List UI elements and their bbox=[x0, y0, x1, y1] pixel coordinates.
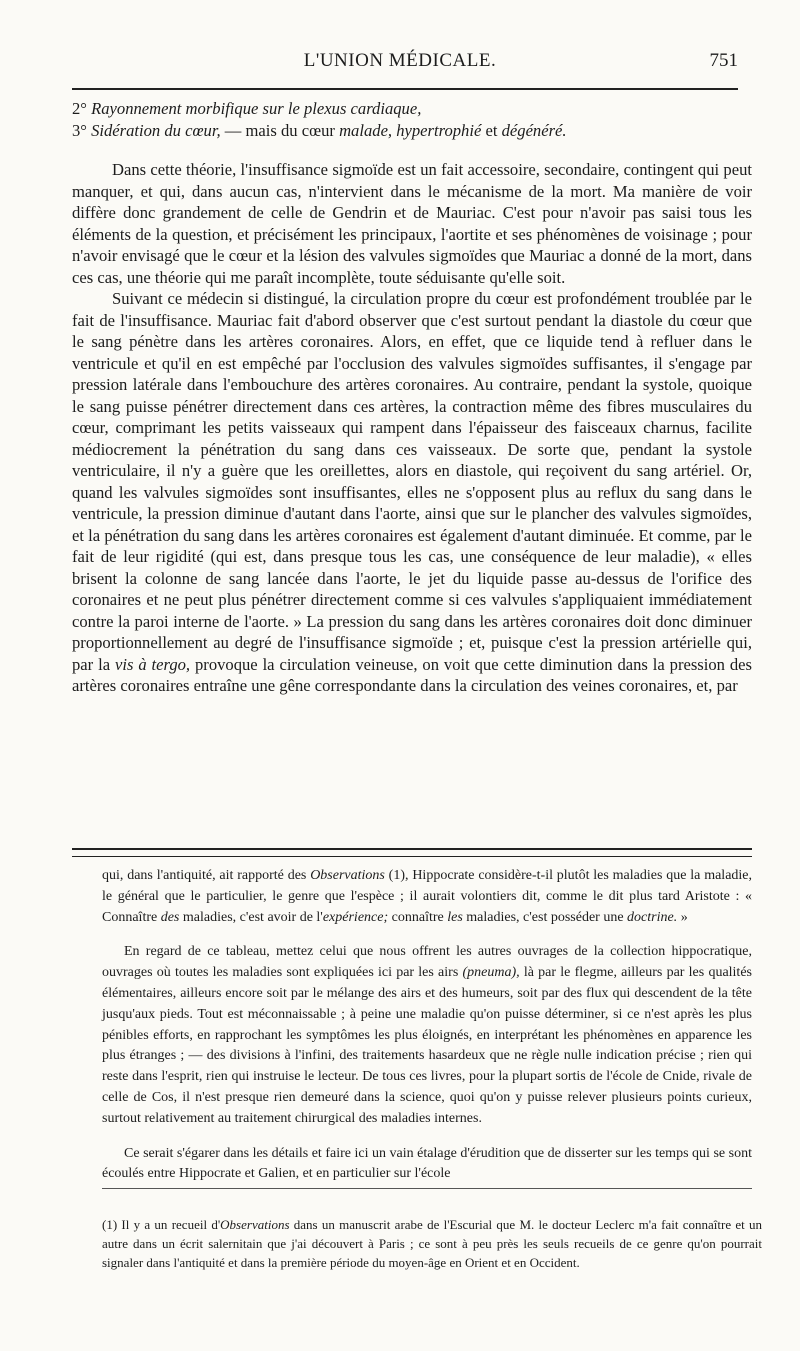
note-paragraph: En regard de ce tableau, mettez celui que nous offrent les autres ouvrages de la collection hippocratique, ouvrages où toutes les maladies sont expliquées ici par les airs (pneuma), là par le flegme, ailleurs par les qualités élémentaires, ailleurs encore soit par le mélange des airs et des humeurs, soit par des flux qui descendent de la tête jusqu'aux pieds. Tout est méconnaissable ; à peine une maladie qu'on puisse déterminer, si ce n'est après les plus pénibles efforts, en rapprochant les symptômes les plus éloignés, en interprétant les phénomènes en apparence les plus étranges ; — des divisions à l'infini, des traitements hasardeux que ne règle nulle indication précise ; rien qui reste dans l'esprit, rien qui instruise le lecteur. De tous ces livres, pour la plupart sortis de l'école de Cnide, rivale de celle de Cos, il n'est presque rien demeuré dans la science, quoi qu'on y puisse relever plusieurs points curieux, surtout relativement au traitement chirurgical des maladies internes. bbox=[102, 944, 752, 1126]
paragraph-text: et, puisque c'est la pression artérielle qui, par la bbox=[72, 633, 752, 674]
footnote-text: (1) Il y a un recueil d'Observations dans un manuscrit arabe de l'Escurial que M. le docteur Leclerc m'a fait connaître et un autre dans un écrit salernitain que j'ai découvert à Paris ; ce sont à peu près les seuls recueils de ce genre qu'on pourrait signaler dans l'antiquité et dans la première période du moyen-âge en Orient et en Occident. bbox=[102, 1217, 762, 1270]
main-text bbox=[72, 98, 752, 697]
list-text: Rayonnement morbifique sur le plexus cardiaque, bbox=[91, 99, 422, 118]
list-number: 3° bbox=[72, 120, 87, 140]
paragraph-text: Suivant ce médecin si distingué, la circulation propre du cœur est profondément troublée par le fait de l'insuffisance. Mauriac fait d'abord observer que c'est surtout pendant la diastole du cœur que le sang pénètre dans les artères coronaires. Alors, en effet, que ce liquide tend à refluer dans le ventricule et qu'il en est empêché par l'occlusion des valvules sigmoïdes suffisantes, il s'engage par pression latérale dans l'embouchure des artères coronaires. Au contraire, pendant la systole, quoique le sang puisse pénétrer directement dans ces artères, la contraction même des fibres musculaires du cœur, comprimant les petits vaisseaux qui rampent dans l'épaisseur des faisceaux charnus, facilite médiocrement la pénétration du sang dans ces vaisseaux. De sorte que, pendant la systole ventriculaire, il n'y a guère que les oreillettes, alors en diastole, qui reçoivent du sang artériel. Or, quand les valvules sigmoïdes sont insuffisantes, elles ne s'opposent plus au reflux du sang dans le ventricule, la pression diminue d'autant dans l'aorte, ainsi que sur le plancher des valvules sigmoïdes, et la pénétration du sang dans les artères coronaires est également d'autant diminuée. Et comme, par le fait de leur rigidité (qui est, dans presque tous les cas, une conséquence de leur maladie), « elles brisent la colonne de sang lancée dans l'aorte, le jet du liquide passe au-dessus de l'orifice des coronaires et ne peut plus pénétrer directement comme si ces valvules s'appliquaient immédiatement contre la paroi interne de l'aorte. » La pression du sang dans les artères coronaires doit donc diminuer proportionnellement au degré de l'insuffisance sigmoïde ; bbox=[72, 289, 752, 652]
list-number: 2° bbox=[72, 99, 87, 118]
note-paragraph: qui, dans l'antiquité, ait rapporté des Observations (1), Hippocrate considère-t-il plutôt les maladies que la maladie, le général que le particulier, le genre que l'espèce ; il aurait volontiers dit, comme le dit plus tard Aristote : « Connaître des maladies, c'est avoir de l'expérience; connaître les maladies, c'est posséder une doctrine. » bbox=[102, 868, 753, 925]
list-item bbox=[72, 98, 752, 120]
page-header bbox=[0, 46, 800, 76]
list-text: — mais du cœur bbox=[220, 120, 340, 140]
journal-title: L'UNION MÉDICALE. bbox=[303, 50, 497, 71]
list-text: et bbox=[481, 120, 502, 140]
paragraph: Dans cette théorie, l'insuffisance sigmoïde est un fait accessoire, secondaire, contingent qui peut manquer, et qui, dans aucun cas, n'intervient dans le mécanisme de la mort. Ma manière de voir diffère donc grandement de celle de Gendrin et de Mauriac. C'est pour n'avoir pas saisi tous les éléments de la question, et précisément les principaux, l'aortite et ses phénomènes de voisinage ; pour n'avoir envisagé que le cœur et la lésion des valvules sigmoïdes que Mauriac a donné de la mort, dans ces cas, une théorie qui me paraît incomplète, toute séduisante qu'elle soit. bbox=[72, 160, 752, 287]
paragraph-text: vis à tergo, bbox=[114, 654, 191, 674]
section-divider bbox=[72, 848, 752, 857]
paragraph bbox=[72, 288, 752, 697]
list-item bbox=[72, 120, 752, 142]
list-text: malade, hypertrophié bbox=[339, 120, 482, 140]
header-rule bbox=[72, 88, 738, 90]
note-paragraph: Ce serait s'égarer dans les détails et faire ici un vain étalage d'érudition que de disserter sur les temps qui se sont écoulés entre Hippocrate et Galien, et en particulier sur l'école bbox=[102, 1145, 752, 1182]
page-number: 751 bbox=[709, 50, 738, 71]
paragraph-spacer bbox=[72, 141, 752, 159]
footnote bbox=[102, 1215, 762, 1272]
feuilleton-text bbox=[102, 866, 752, 1185]
paragraph-rule bbox=[102, 1188, 752, 1189]
list-text: Sidération du cœur, bbox=[91, 120, 221, 140]
list-text: dégénéré. bbox=[501, 120, 567, 140]
paragraph-text: provoque la circulation veineuse, on voit que cette diminution dans la pression des artères coronaires entraîne une gêne correspondante dans la circulation des veines coronaires, et, par bbox=[72, 654, 752, 695]
